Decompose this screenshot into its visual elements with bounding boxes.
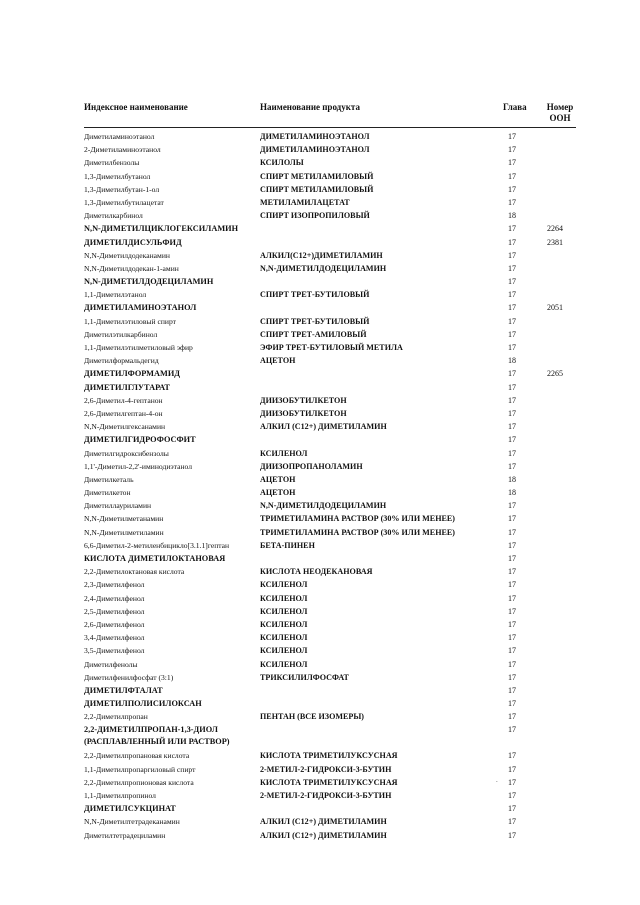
table-row bbox=[84, 671, 576, 684]
index-name-cell: Диметилтетрадециламин bbox=[84, 830, 166, 840]
index-name-cell: Диметилэтилкарбинол bbox=[84, 329, 158, 339]
index-name-cell: N,N-Диметилгексанамин bbox=[84, 422, 166, 432]
chapter-cell: 17 bbox=[508, 580, 516, 590]
chapter-cell: 17 bbox=[508, 751, 516, 761]
chapter-cell: 17 bbox=[508, 672, 516, 682]
chapter-cell: 17 bbox=[508, 725, 516, 735]
stray-mark: . bbox=[496, 776, 498, 784]
index-name-cell: Диметилкарбинол bbox=[84, 211, 143, 221]
table-row bbox=[84, 354, 576, 367]
table-row bbox=[84, 170, 576, 183]
table-row bbox=[84, 473, 576, 486]
product-name-cell: СПИРТ ТРЕТ-АМИЛОВЫЙ bbox=[260, 329, 367, 339]
table-row bbox=[84, 802, 576, 815]
chapter-cell: 17 bbox=[508, 712, 516, 722]
chapter-cell: 17 bbox=[508, 145, 516, 155]
chapter-cell: 17 bbox=[508, 633, 516, 643]
table-row bbox=[84, 394, 576, 407]
chapter-cell: 17 bbox=[508, 290, 516, 300]
product-name-cell: 2-МЕТИЛ-2-ГИДРОКСИ-3-БУТИН bbox=[260, 791, 392, 800]
index-name-cell: 6,6-Диметил-2-метиленбицикло[3.1.1]гептан bbox=[84, 540, 230, 550]
table-row bbox=[84, 447, 576, 460]
chapter-cell: 17 bbox=[508, 343, 516, 352]
product-name-cell: КСИЛЕНОЛ bbox=[260, 633, 308, 643]
table-row bbox=[84, 710, 576, 723]
index-name-cell: Диметилфенилфосфат (3:1) bbox=[84, 672, 174, 682]
table-row bbox=[84, 776, 576, 789]
table-row bbox=[84, 618, 576, 631]
index-name-cell: N,N-Диметилдодеканамин bbox=[84, 250, 170, 260]
chapter-cell: 17 bbox=[508, 527, 516, 537]
product-name-cell: ТРИКСИЛИЛФОСФАТ bbox=[260, 672, 349, 682]
table-row bbox=[84, 209, 576, 222]
table-row bbox=[84, 526, 576, 539]
index-name-cell: ДИМЕТИЛДИСУЛЬФИД bbox=[84, 237, 182, 247]
chapter-cell: 17 bbox=[508, 791, 516, 800]
table-row bbox=[84, 315, 576, 328]
chapter-cell: 17 bbox=[508, 303, 516, 313]
table-row bbox=[84, 499, 576, 512]
chapter-cell: 17 bbox=[508, 184, 516, 194]
table-row bbox=[84, 328, 576, 341]
product-name-cell: КСИЛЕНОЛ bbox=[260, 448, 308, 458]
chapter-cell: 17 bbox=[508, 448, 516, 458]
table-row bbox=[84, 301, 576, 314]
index-name-cell: N,N-ДИМЕТИЛЦИКЛОГЕКСИЛАМИН bbox=[84, 224, 239, 234]
table-row bbox=[84, 407, 576, 420]
product-name-cell: АЛКИЛ (С12+) ДИМЕТИЛАМИН bbox=[260, 422, 387, 432]
chapter-cell: 17 bbox=[508, 514, 516, 524]
index-name-cell: 2,4-Диметилфенол bbox=[84, 593, 145, 603]
index-name-cell: 1,1-Диметилэтиловый спирт bbox=[84, 316, 177, 326]
table-row bbox=[84, 130, 576, 143]
chapter-cell: 17 bbox=[508, 408, 516, 418]
index-name-cell: 1,1'-Диметил-2,2'-иминодиэтанол bbox=[84, 461, 192, 471]
chapter-cell: 17 bbox=[508, 329, 516, 339]
index-name-cell: ДИМЕТИЛГИДРОФОСФИТ bbox=[84, 435, 196, 445]
header-product-name: Наименование продукта bbox=[260, 102, 360, 112]
index-name-cell: 2,2-Диметилпропионовая кислота bbox=[84, 777, 194, 787]
index-name-cell: 2-Диметиламиноэтанол bbox=[84, 145, 161, 155]
table-row bbox=[84, 723, 576, 749]
index-name-cell: N,N-Диметилтетрадеканамин bbox=[84, 817, 180, 827]
table-row bbox=[84, 763, 576, 776]
table-row bbox=[84, 697, 576, 710]
product-name-cell: КСИЛЕНОЛ bbox=[260, 606, 308, 616]
chapter-cell: 17 bbox=[508, 540, 516, 550]
chapter-cell: 17 bbox=[508, 461, 516, 471]
chapter-cell: 17 bbox=[508, 382, 516, 392]
table-row bbox=[84, 262, 576, 275]
chapter-cell: 17 bbox=[508, 250, 516, 260]
product-name-cell: ДИМЕТИЛАМИНОЭТАНОЛ bbox=[260, 132, 370, 141]
index-name-cell: ДИМЕТИЛФОРМАМИД bbox=[84, 369, 180, 379]
table-row bbox=[84, 684, 576, 697]
product-name-cell: КИСЛОТА ТРИМЕТИЛУКСУСНАЯ bbox=[260, 777, 398, 787]
table-row bbox=[84, 486, 576, 499]
table-row bbox=[84, 156, 576, 169]
index-name-cell: 2,2-Диметилпропан bbox=[84, 712, 148, 722]
table-row bbox=[84, 552, 576, 565]
product-name-cell: ДИИЗОПРОПАНОЛАМИН bbox=[260, 461, 363, 471]
header-un-line2: ООН bbox=[549, 113, 571, 123]
product-name-cell: КИСЛОТА НЕОДЕКАНОВАЯ bbox=[260, 567, 373, 577]
table-row bbox=[84, 433, 576, 446]
product-name-cell: АЦЕТОН bbox=[260, 488, 296, 498]
table-row bbox=[84, 631, 576, 644]
header-un-number bbox=[543, 102, 577, 124]
chapter-cell: 17 bbox=[508, 395, 516, 405]
table-row bbox=[84, 815, 576, 828]
chapter-cell: 17 bbox=[508, 158, 516, 168]
product-name-cell: МЕТИЛАМИЛАЦЕТАТ bbox=[260, 197, 350, 207]
index-name-cell: N,N-Диметилметиламин bbox=[84, 527, 164, 537]
index-name-cell: 3,5-Диметилфенол bbox=[84, 646, 145, 656]
table-row bbox=[84, 381, 576, 394]
table-row bbox=[84, 658, 576, 671]
product-name-cell: ТРИМЕТИЛАМИНА РАСТВОР (30% ИЛИ МЕНЕЕ) bbox=[260, 514, 455, 524]
table-row bbox=[84, 341, 576, 354]
chapter-cell: 17 bbox=[508, 817, 516, 827]
product-name-cell: АЦЕТОН bbox=[260, 356, 296, 366]
un-number-cell: 2051 bbox=[547, 303, 563, 313]
table-row bbox=[84, 592, 576, 605]
index-name-cell: Диметилформальдегид bbox=[84, 356, 159, 366]
product-name-cell: КСИЛЕНОЛ bbox=[260, 619, 308, 629]
chapter-cell: 18 bbox=[508, 211, 516, 221]
index-name-cell: ДИМЕТИЛФТАЛАТ bbox=[84, 685, 163, 695]
product-name-cell: ПЕНТАН (ВСЕ ИЗОМЕРЫ) bbox=[260, 712, 364, 722]
product-name-cell: СПИРТ ТРЕТ-БУТИЛОВЫЙ bbox=[260, 290, 370, 300]
product-name-cell: 2-МЕТИЛ-2-ГИДРОКСИ-3-БУТИН bbox=[260, 764, 392, 774]
chapter-cell: 18 bbox=[508, 356, 516, 366]
index-name-cell: 1,3-Диметилбутилацетат bbox=[84, 197, 164, 207]
index-name-cell: ДИМЕТИЛГЛУТАРАТ bbox=[84, 382, 170, 392]
chapter-cell: 17 bbox=[508, 830, 516, 840]
product-name-cell: АЛКИЛ (С12+) ДИМЕТИЛАМИН bbox=[260, 830, 387, 840]
table-row bbox=[84, 288, 576, 301]
index-name-cell: 1,3-Диметилбутанол bbox=[84, 171, 151, 181]
index-name-cell: Диметилкетон bbox=[84, 488, 131, 498]
table-row bbox=[84, 749, 576, 762]
product-name-cell: СПИРТ МЕТИЛАМИЛОВЫЙ bbox=[260, 184, 374, 194]
index-name-cell: 1,1-Диметилпропаргиловый спирт bbox=[84, 764, 196, 774]
table-row bbox=[84, 565, 576, 578]
product-name-cell: СПИРТ МЕТИЛАМИЛОВЫЙ bbox=[260, 171, 374, 181]
table-header bbox=[84, 101, 576, 128]
product-name-cell: АЛКИЛ(С12+)ДИМЕТИЛАМИН bbox=[260, 250, 383, 260]
index-name-cell: 2,2-ДИМЕТИЛПРОПАН-1,3-ДИОЛ (РАСПЛАВЛЕННЫЙ ИЛИ РАСТВОР) bbox=[84, 725, 230, 747]
index-name-cell: ДИМЕТИЛСУКЦИНАТ bbox=[84, 804, 176, 814]
table-row bbox=[84, 143, 576, 156]
table-row bbox=[84, 605, 576, 618]
product-name-cell: КСИЛОЛЫ bbox=[260, 158, 304, 168]
chapter-cell: 18 bbox=[508, 488, 516, 498]
table-row bbox=[84, 183, 576, 196]
un-number-cell: 2265 bbox=[547, 369, 563, 379]
chapter-cell: 17 bbox=[508, 764, 516, 774]
un-number-cell: 2381 bbox=[547, 237, 563, 247]
index-name-cell: N,N-ДИМЕТИЛДОДЕЦИЛАМИН bbox=[84, 277, 214, 287]
chapter-cell: 17 bbox=[508, 132, 516, 141]
table-row bbox=[84, 236, 576, 249]
chapter-cell: 17 bbox=[508, 606, 516, 616]
chapter-cell: 17 bbox=[508, 435, 516, 445]
table-row bbox=[84, 578, 576, 591]
table-row bbox=[84, 539, 576, 552]
product-name-cell: АЦЕТОН bbox=[260, 474, 296, 484]
chapter-cell: 17 bbox=[508, 197, 516, 207]
index-name-cell: 2,6-Диметил-4-гептанон bbox=[84, 395, 163, 405]
index-name-cell: Диметиламиноэтанол bbox=[84, 132, 155, 141]
index-name-cell: N,N-Диметилдодекан-1-амин bbox=[84, 263, 179, 273]
chapter-cell: 17 bbox=[508, 646, 516, 656]
chapter-cell: 17 bbox=[508, 804, 516, 814]
product-name-cell: ЭФИР ТРЕТ-БУТИЛОВЫЙ МЕТИЛА bbox=[260, 343, 403, 352]
index-name-cell: 1,1-Диметилэтанол bbox=[84, 290, 147, 300]
table-row bbox=[84, 420, 576, 433]
document-table bbox=[84, 101, 576, 842]
index-name-cell: Диметилбензолы bbox=[84, 158, 140, 168]
chapter-cell: 17 bbox=[508, 699, 516, 709]
chapter-cell: 17 bbox=[508, 593, 516, 603]
header-chapter: Глава bbox=[503, 102, 527, 112]
table-row bbox=[84, 789, 576, 802]
chapter-cell: 17 bbox=[508, 777, 516, 787]
product-name-cell: КСИЛЕНОЛ bbox=[260, 593, 308, 603]
chapter-cell: 17 bbox=[508, 224, 516, 234]
index-name-cell: 1,3-Диметилбутан-1-ол bbox=[84, 184, 160, 194]
table-row bbox=[84, 196, 576, 209]
product-name-cell: ДИИЗОБУТИЛКЕТОН bbox=[260, 395, 347, 405]
table-body bbox=[84, 128, 576, 842]
index-name-cell: 2,2-Диметилоктановая кислота bbox=[84, 567, 185, 577]
chapter-cell: 17 bbox=[508, 277, 516, 287]
index-name-cell: Диметилкеталь bbox=[84, 474, 134, 484]
index-name-cell: КИСЛОТА ДИМЕТИЛОКТАНОВАЯ bbox=[84, 554, 226, 563]
product-name-cell: КИСЛОТА ТРИМЕТИЛУКСУСНАЯ bbox=[260, 751, 398, 761]
chapter-cell: 17 bbox=[508, 263, 516, 273]
index-name-cell: ДИМЕТИЛПОЛИСИЛОКСАН bbox=[84, 699, 202, 709]
product-name-cell: СПИРТ ТРЕТ-БУТИЛОВЫЙ bbox=[260, 316, 370, 326]
table-row bbox=[84, 644, 576, 657]
chapter-cell: 17 bbox=[508, 685, 516, 695]
table-row bbox=[84, 249, 576, 262]
product-name-cell: N,N-ДИМЕТИЛДОДЕЦИЛАМИН bbox=[260, 501, 387, 511]
product-name-cell: КСИЛЕНОЛ bbox=[260, 646, 308, 656]
table-row bbox=[84, 829, 576, 842]
index-name-cell: 1,1-Диметилэтилметиловый эфир bbox=[84, 343, 193, 352]
index-name-cell: N,N-Диметилметанамин bbox=[84, 514, 164, 524]
chapter-cell: 17 bbox=[508, 316, 516, 326]
product-name-cell: N,N-ДИМЕТИЛДОДЕЦИЛАМИН bbox=[260, 263, 387, 273]
index-name-cell: ДИМЕТИЛАМИНОЭТАНОЛ bbox=[84, 303, 197, 313]
header-un-line1: Номер bbox=[546, 102, 574, 112]
chapter-cell: 17 bbox=[508, 619, 516, 629]
chapter-cell: 18 bbox=[508, 474, 516, 484]
chapter-cell: 17 bbox=[508, 659, 516, 669]
chapter-cell: 17 bbox=[508, 171, 516, 181]
index-name-cell: 2,2-Диметилпропановая кислота bbox=[84, 751, 190, 761]
index-name-cell: 2,6-Диметилфенол bbox=[84, 619, 145, 629]
product-name-cell: БЕТА-ПИНЕН bbox=[260, 540, 315, 550]
chapter-cell: 17 bbox=[508, 237, 516, 247]
table-row bbox=[84, 367, 576, 380]
product-name-cell: ДИИЗОБУТИЛКЕТОН bbox=[260, 408, 347, 418]
index-name-cell: 2,5-Диметилфенол bbox=[84, 606, 145, 616]
index-name-cell: Диметилгидроксибензолы bbox=[84, 448, 169, 458]
chapter-cell: 17 bbox=[508, 422, 516, 432]
chapter-cell: 17 bbox=[508, 369, 516, 379]
index-name-cell: 1,1-Диметилпропинол bbox=[84, 791, 156, 800]
product-name-cell: АЛКИЛ (С12+) ДИМЕТИЛАМИН bbox=[260, 817, 387, 827]
chapter-cell: 17 bbox=[508, 554, 516, 563]
index-name-cell: 2,6-Диметилгептан-4-он bbox=[84, 408, 163, 418]
product-name-cell: ДИМЕТИЛАМИНОЭТАНОЛ bbox=[260, 145, 370, 155]
index-name-cell: 3,4-Диметилфенол bbox=[84, 633, 145, 643]
product-name-cell: СПИРТ ИЗОПРОПИЛОВЫЙ bbox=[260, 211, 370, 221]
table-row bbox=[84, 512, 576, 525]
header-index-name: Индексное наименование bbox=[84, 102, 188, 112]
product-name-cell: ТРИМЕТИЛАМИНА РАСТВОР (30% ИЛИ МЕНЕЕ) bbox=[260, 527, 455, 537]
table-row bbox=[84, 460, 576, 473]
un-number-cell: 2264 bbox=[547, 224, 563, 234]
index-name-cell: 2,3-Диметилфенол bbox=[84, 580, 145, 590]
table-row bbox=[84, 275, 576, 288]
chapter-cell: 17 bbox=[508, 501, 516, 511]
index-name-cell: Диметиллауриламин bbox=[84, 501, 152, 511]
table-row bbox=[84, 222, 576, 235]
index-name-cell: Диметилфенолы bbox=[84, 659, 138, 669]
chapter-cell: 17 bbox=[508, 567, 516, 577]
product-name-cell: КСИЛЕНОЛ bbox=[260, 580, 308, 590]
product-name-cell: КСИЛЕНОЛ bbox=[260, 659, 308, 669]
